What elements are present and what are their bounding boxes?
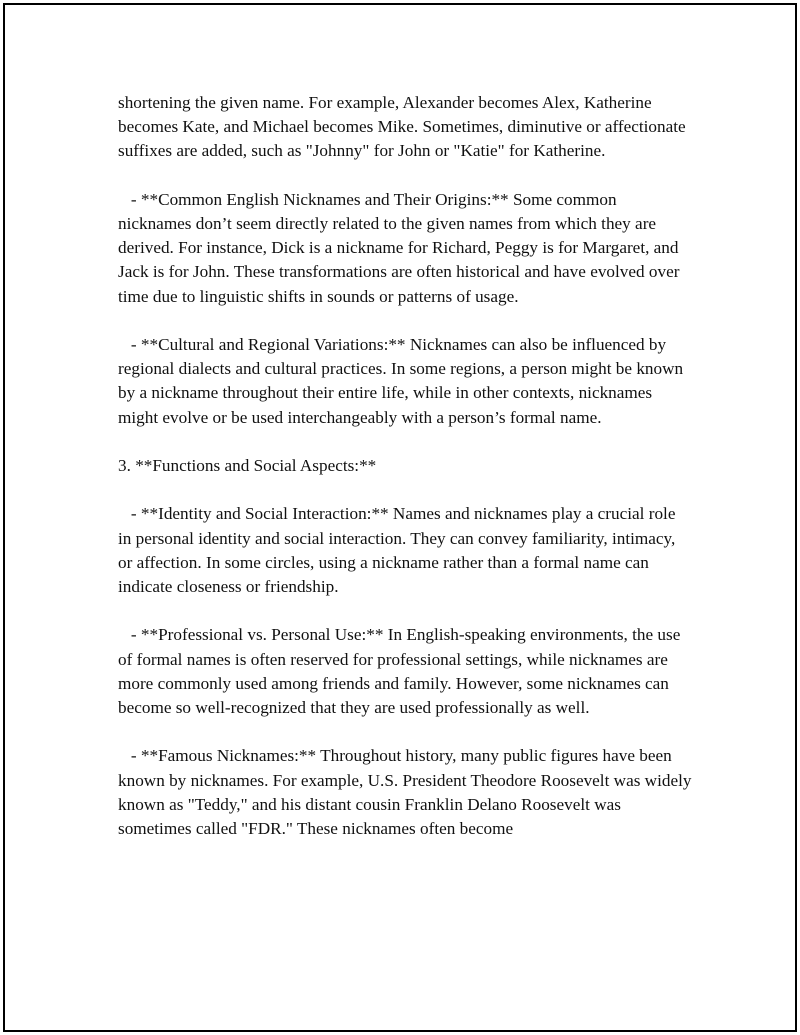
- paragraph-cultural-variations: [118, 333, 693, 430]
- section-heading-functions: 3. **Functions and Social Aspects:**: [118, 456, 377, 475]
- paragraph-text: - **Common English Nicknames and Their Origins:** Some common nicknames don’t seem directly related to the given names from which they are derived. For instance, Dick is a nickname for Richard, Peggy is for Margaret, and Jack is for John. These transformations are often historical and have evolved over time due to linguistic shifts in sounds or patterns of usage.: [118, 189, 684, 306]
- document-body: [118, 91, 696, 865]
- paragraph-famous-nicknames: [118, 744, 696, 841]
- paragraph-text: - **Cultural and Regional Variations:** Nicknames can also be influenced by regional dialects and cultural practices. In some regions, a person might be known by a nickname throughout their entire life, while in other contexts, nicknames might evolve or be used interchangeably with a person’s formal name.: [118, 335, 688, 427]
- paragraph-text: - **Famous Nicknames:** Throughout history, many public figures have been known by nicknames. For example, U.S. President Theodore Roosevelt was widely known as "Teddy," and his distant cousin Franklin Delano Roosevelt was sometimes called "FDR." These nicknames often become: [118, 746, 696, 838]
- paragraph-common-nicknames: [118, 188, 693, 309]
- paragraph-professional-use: [118, 623, 693, 720]
- paragraph-text: - **Identity and Social Interaction:** Names and nicknames play a crucial role in personal identity and social interaction. They can convey familiarity, intimacy, or affection. In some circles, using a nickname rather than a formal name can indicate closeness or friendship.: [118, 504, 680, 596]
- paragraph-identity: [118, 502, 693, 599]
- paragraph-text: - **Professional vs. Personal Use:** In English-speaking environments, the use of formal names is often reserved for professional settings, while nicknames are more commonly used among friends and family. However, some nicknames can become so well-recognized that they are used professionally as well.: [118, 625, 685, 717]
- paragraph-shortening: shortening the given name. For example, Alexander becomes Alex, Katherine becomes Kate, and Michael becomes Mike. Sometimes, diminutive or affectionate suffixes are added, such as "Johnny" for John or "Katie" for Katherine.: [118, 93, 686, 161]
